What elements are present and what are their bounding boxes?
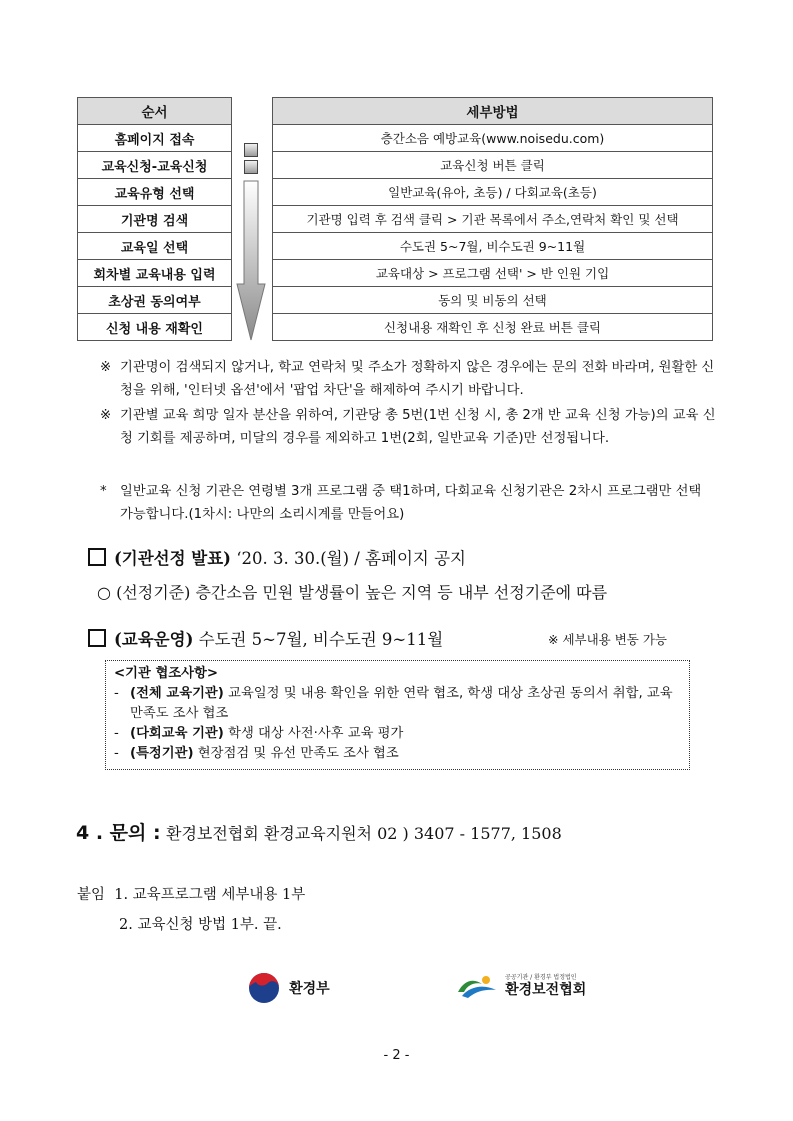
detail-cell: 기관명 입력 후 검색 클릭 > 기관 목록에서 주소,연락처 확인 및 선택 — [273, 206, 713, 233]
note-marker: ※ — [100, 408, 112, 423]
page-number: - 2 - — [383, 1048, 410, 1063]
step-order-table — [77, 97, 232, 341]
checkbox-square-icon — [88, 548, 106, 566]
ministry-name: 환경부 — [289, 981, 330, 997]
cooperation-text: 현장점검 및 유선 만족도 조사 협조 — [197, 746, 399, 761]
association-tagline: 공공기관 / 환경부 법정법인 — [505, 974, 577, 981]
ministry-logo — [248, 972, 330, 1004]
note-schedule — [100, 404, 718, 450]
inquiry-heading: 4 . 문의 : — [76, 822, 161, 844]
flow-square-icon — [244, 143, 258, 157]
note-text: 기관명이 검색되지 않거나, 학교 연락처 및 주소가 정확하지 않은 경우에는 문의 전화 바라며, 원활한 신청을 위해, '인터넷 옵션'에서 '팝업 차단'을 해제하여 주시기 바랍니다. — [120, 360, 715, 398]
selection-line — [88, 545, 466, 569]
criteria-text: (선정기준) 층간소음 민원 발생률이 높은 지역 등 내부 선정기준에 따름 — [116, 583, 608, 602]
flow-square-icon — [244, 160, 258, 174]
attachment-item: 2. 교육신청 방법 1부. 끝. — [119, 917, 282, 933]
selection-text: ‘20. 3. 30.(월) / 홈페이지 공지 — [236, 549, 466, 568]
cooperation-text: 학생 대상 사전·사후 교육 평가 — [228, 726, 404, 741]
operation-line — [88, 626, 443, 650]
detail-cell: 교육신청 버튼 클릭 — [273, 152, 713, 179]
step-cell: 기관명 검색 — [78, 206, 232, 233]
step-detail-table — [272, 97, 713, 341]
step-cell: 신청 내용 재확인 — [78, 314, 232, 341]
attachments — [77, 880, 305, 940]
step-cell: 교육유형 선택 — [78, 179, 232, 206]
step-cell: 교육일 선택 — [78, 233, 232, 260]
note-text: 기관별 교육 희망 일자 분산을 위하여, 기관당 총 5번(1번 신청 시, 총 2개 반 교육 신청 가능)의 교육 신청 기회를 제공하며, 미달의 경우를 제외하고 1번(2회, 일반교육 기준)만 선정됩니다. — [120, 408, 716, 446]
selection-heading: (기관선정 발표) — [114, 549, 231, 568]
step-cell: 회차별 교육내용 입력 — [78, 260, 232, 287]
bullet-circle-icon: ○ — [97, 583, 111, 602]
operation-text: 수도권 5∼7월, 비수도권 9∼11월 — [198, 630, 444, 649]
note-popup — [100, 356, 718, 402]
association-logo — [456, 972, 586, 1000]
note-text: 일반교육 신청 기관은 연령별 3개 프로그램 중 택1하며, 다회교육 신청기관은 2차시 프로그램만 선택 가능합니다.(1차시: 나만의 소리시계를 만들어요) — [120, 484, 702, 522]
selection-criteria — [97, 580, 607, 603]
step-cell: 홈페이지 접속 — [78, 125, 232, 152]
col-order-header: 순서 — [78, 98, 232, 125]
cooperation-label: (다회교육 기관) — [130, 726, 224, 741]
operation-heading: (교육운영) — [114, 630, 194, 649]
cooperation-label: (전체 교육기관) — [130, 686, 224, 701]
note-marker: ※ — [100, 360, 112, 375]
detail-cell: 일반교육(유아, 초등) / 다회교육(초등) — [273, 179, 713, 206]
attachment-item: 1. 교육프로그램 세부내용 1부 — [114, 887, 306, 903]
operation-note: ※ 세부내용 변동 가능 — [548, 632, 667, 647]
down-arrow-icon — [236, 180, 266, 342]
step-cell: 교육신청-교육신청 — [78, 152, 232, 179]
note-program — [100, 480, 718, 526]
detail-cell: 층간소음 예방교육(www.noisedu.com) — [273, 125, 713, 152]
inquiry-text: 환경보전협회 환경교육지원처 02 ) 3407 - 1577, 1508 — [166, 824, 562, 843]
step-cell: 초상권 동의여부 — [78, 287, 232, 314]
cooperation-box — [105, 660, 690, 770]
detail-cell: 교육대상 > 프로그램 선택' > 반 인원 기입 — [273, 260, 713, 287]
cooperation-item: - (특정기관) 현장점검 및 유선 만족도 조사 협조 — [114, 746, 399, 761]
col-detail-header: 세부방법 — [273, 98, 713, 125]
cooperation-item: - (다회교육 기관) 학생 대상 사전·사후 교육 평가 — [114, 726, 404, 741]
detail-cell: 신청내용 재확인 후 신청 완료 버튼 클릭 — [273, 314, 713, 341]
inquiry-line — [76, 818, 562, 845]
detail-cell: 동의 및 비동의 선택 — [273, 287, 713, 314]
cooperation-label: (특정기관) — [130, 746, 194, 761]
detail-cell: 수도권 5~7월, 비수도권 9~11월 — [273, 233, 713, 260]
attachments-label: 붙임 — [77, 887, 106, 903]
ministry-emblem-icon — [248, 972, 280, 1004]
note-marker: * — [100, 484, 107, 499]
association-name: 환경보전협회 — [505, 982, 587, 998]
association-emblem-icon — [456, 972, 498, 1000]
cooperation-title: <기관 협조사항> — [114, 666, 218, 681]
cooperation-item: - (전체 교육기관) 교육일정 및 내용 확인을 위한 연락 협조, 학생 대상 초상권 동의서 취합, 교육 만족도 조사 협조 — [114, 686, 673, 721]
checkbox-square-icon — [88, 629, 106, 647]
cooperation-text: 교육일정 및 내용 확인을 위한 연락 협조, 학생 대상 초상권 동의서 취합, 교육 만족도 조사 협조 — [130, 686, 673, 721]
